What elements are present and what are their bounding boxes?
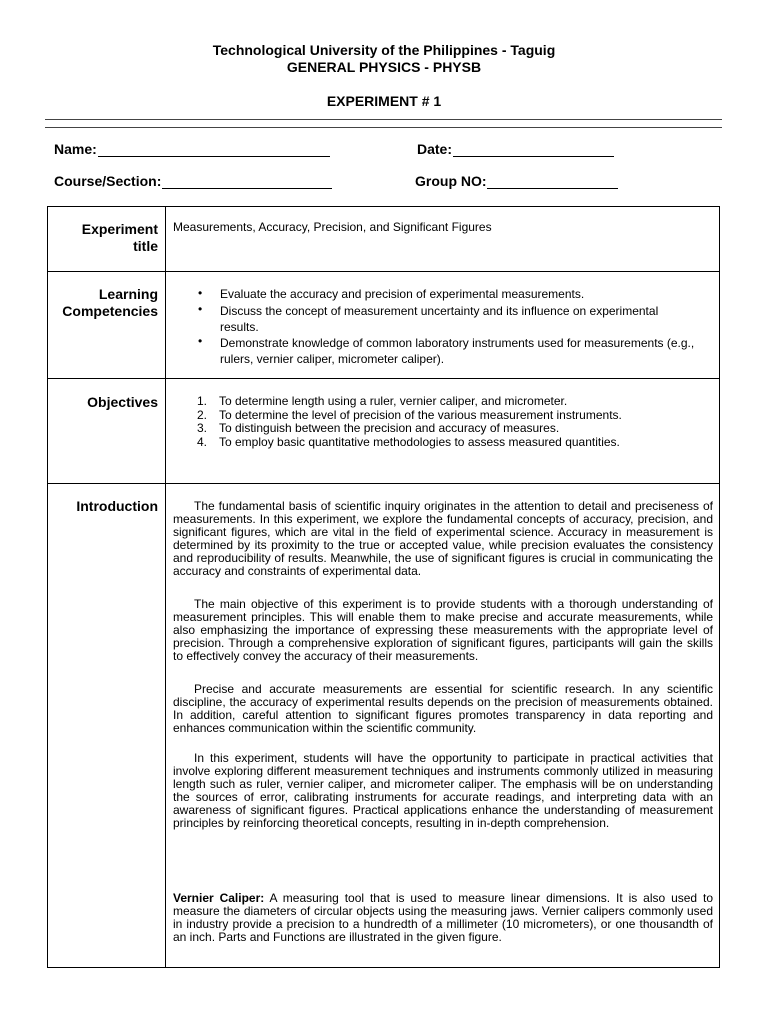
competency-item: Evaluate the accuracy and precision of experimental measurements. xyxy=(220,287,585,301)
objective-number: 1. xyxy=(197,394,208,408)
course-section-field[interactable] xyxy=(162,188,332,189)
course-title: GENERAL PHYSICS - PHYSB xyxy=(286,59,482,75)
bullet-icon: • xyxy=(198,286,203,300)
bullet-icon: • xyxy=(198,302,203,316)
group-label: Group NO: xyxy=(415,173,487,189)
experiment-number: EXPERIMENT # 1 xyxy=(326,93,442,109)
header-rule-bottom xyxy=(45,127,722,128)
experiment-title-label: Experiment title xyxy=(81,221,158,254)
objective-number: 2. xyxy=(197,408,208,422)
university-name: Technological University of the Philippines - Taguig xyxy=(212,42,556,58)
objective-number: 4. xyxy=(197,435,208,449)
name-field[interactable] xyxy=(98,156,330,157)
name-label: Name: xyxy=(54,141,97,157)
row-divider-1 xyxy=(47,271,720,272)
introduction-paragraph-2: The main objective of this experiment is to provide students with a thorough understanding of measurement principles. This will enable them to make precise and accurate measurements, while also emphasizing the importance of expressing these measurements with the appropriate level of precision. Through a comprehensive exploration of significant figures, participants will gain the skills to effectively convey the accuracy of their measurements. xyxy=(173,597,713,663)
introduction-label: Introduction xyxy=(76,498,158,514)
experiment-title-value: Measurements, Accuracy, Precision, and Significant Figures xyxy=(173,220,492,234)
objective-number: 3. xyxy=(197,421,208,435)
course-section-label: Course/Section: xyxy=(54,173,162,189)
bullet-icon: • xyxy=(198,334,203,348)
date-label: Date: xyxy=(417,141,453,157)
competency-item: Demonstrate knowledge of common laboratory instruments used for measurements (e.g., rulers, vernier caliper, micrometer caliper). xyxy=(220,336,695,366)
introduction-paragraph-4: In this experiment, students will have the opportunity to participate in practical activities that involve exploring different measurement techniques and instruments commonly utilized in measuring length such as ruler, vernier caliper, and micrometer caliper. The emphasis will be on understanding the sources of error, calibrating instruments for accurate readings, and interpreting data with an awareness of significant figures. Practical applications enhance the understanding of measurement principles by reinforcing theoretical concepts, resulting in in-depth comprehension. xyxy=(173,751,713,830)
learning-competencies-label: Learning Competencies xyxy=(62,286,158,319)
vernier-caliper-paragraph xyxy=(173,892,713,944)
vernier-caliper-term: Vernier Caliper: xyxy=(173,891,265,905)
objective-item: To determine length using a ruler, vernier caliper, and micrometer. xyxy=(219,394,568,408)
objective-item: To employ basic quantitative methodologies to assess measured quantities. xyxy=(219,435,620,449)
date-field[interactable] xyxy=(453,156,614,157)
competency-item: Discuss the concept of measurement uncertainty and its influence on experimental results. xyxy=(220,304,659,334)
row-divider-3 xyxy=(47,483,720,484)
vernier-caliper-text: A measuring tool that is used to measure linear dimensions. It is also used to measure the diameters of circular objects using the measuring jaws. Vernier calipers commonly used in industry provide a precision to a hundredth of a millimeter (10 micrometers), or one thousandth of an inch. Parts and Functions are illustrated in the given figure. xyxy=(173,891,713,944)
objective-item: To determine the level of precision of the various measurement instruments. xyxy=(219,408,622,422)
objectives-label: Objectives xyxy=(87,394,158,410)
table-column-divider xyxy=(165,206,166,968)
row-divider-2 xyxy=(47,378,720,379)
introduction-paragraph-3: Precise and accurate measurements are essential for scientific research. In any scientific discipline, the accuracy of experimental results depends on the precision of measurements obtained. In addition, careful attention to significant figures promotes transparency in data reporting and enhances communication within the scientific community. xyxy=(173,682,713,735)
objective-item: To distinguish between the precision and accuracy of measures. xyxy=(219,421,560,435)
group-field[interactable] xyxy=(487,188,618,189)
introduction-paragraph-1: The fundamental basis of scientific inquiry originates in the attention to detail and preciseness of measurements. In this experiment, we explore the fundamental concepts of accuracy, precision, and significant figures, which are vital in the field of experimental science. Accuracy in measurement is determined by its proximity to the true or accepted value, while precision evaluates the consistency and reproducibility of results. Meanwhile, the use of significant figures is crucial in communicating the accuracy and constraints of experimental data. xyxy=(173,499,713,578)
header-rule-top xyxy=(45,119,722,120)
